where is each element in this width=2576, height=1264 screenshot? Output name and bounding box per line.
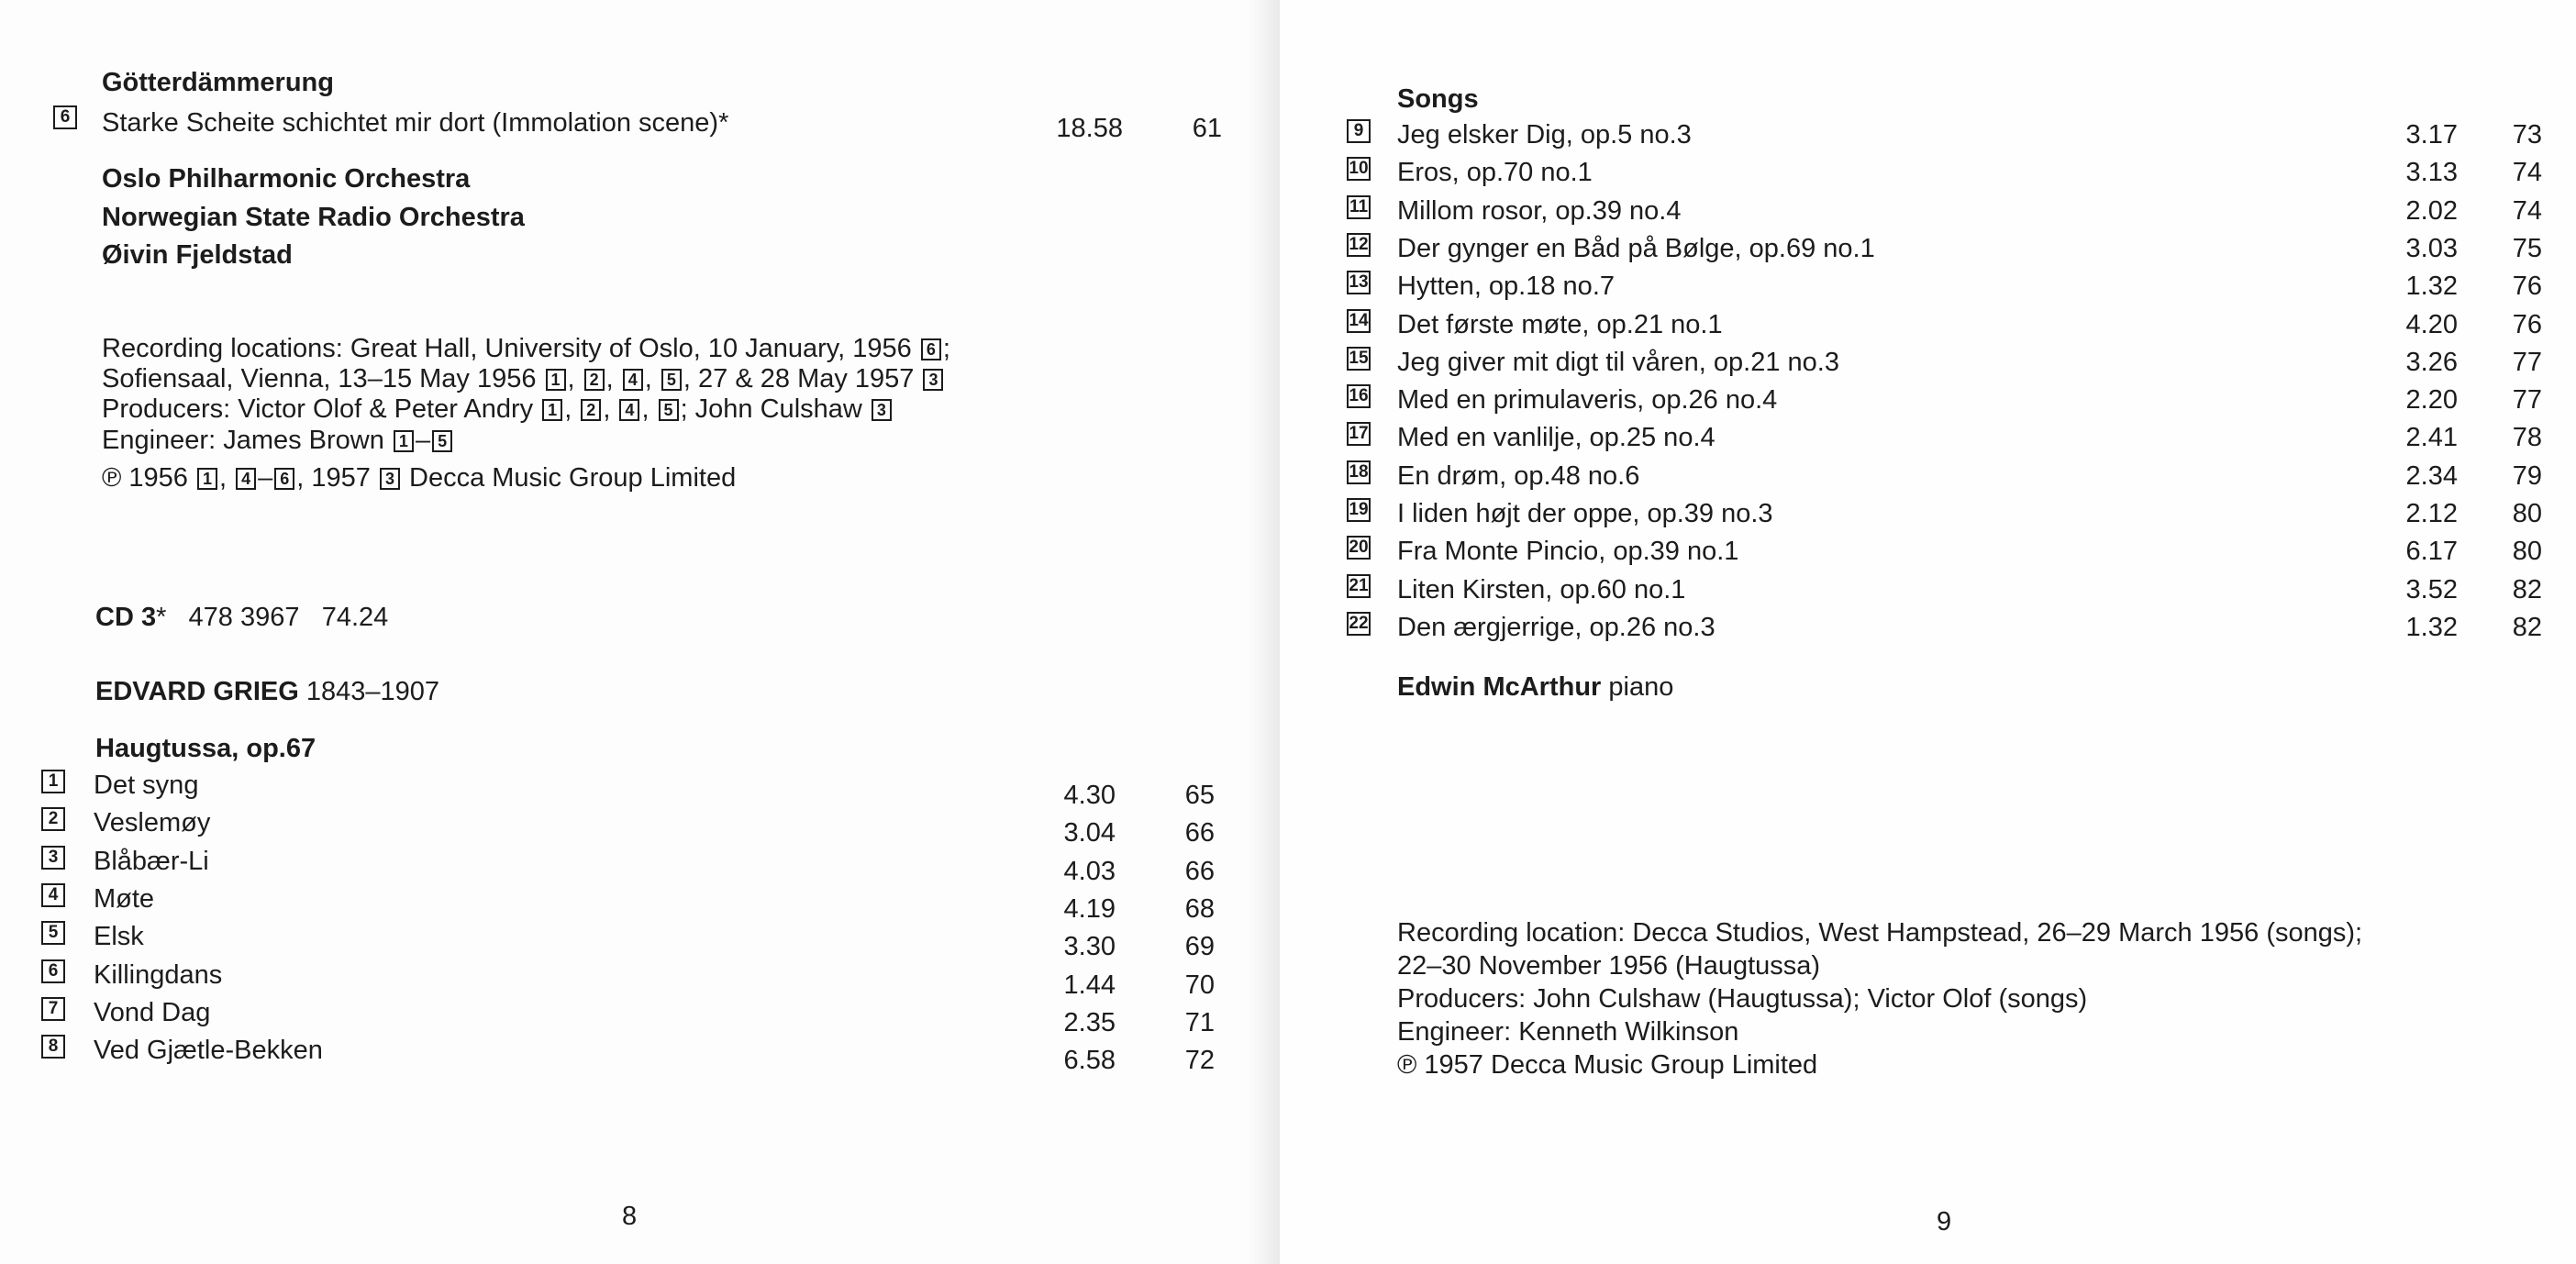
performer-orchestra-1: Oslo Philharmonic Orchestra <box>102 164 471 194</box>
track-number-box <box>1347 233 1371 257</box>
recording-credit-line: Recording location: Decca Studios, West Hampstead, 26–29 March 1956 (songs); <box>1397 918 2363 948</box>
credits-line-1: Recording locations: Great Hall, University of Oslo, 10 January, 1956 6 ; <box>102 334 950 363</box>
track-number-box <box>1347 460 1371 484</box>
track-number-box <box>1347 498 1371 522</box>
track-title: Der gynger en Båd på Bølge, op.69 no.1 <box>1397 233 1875 263</box>
copyright-line: ℗ 1957 Decca Music Group Limited <box>1397 1050 1818 1080</box>
track-title: Det syng <box>94 771 199 800</box>
track-number: 6 <box>41 959 65 983</box>
track-number-box <box>1347 309 1371 333</box>
track-duration: 3.04 <box>1063 818 1116 848</box>
track-number: 18 <box>1347 460 1371 484</box>
track-number-box <box>1347 347 1371 371</box>
track-page: 69 <box>1184 932 1215 962</box>
cd-header: CD 3* 478 3967 74.24 <box>95 603 389 632</box>
track-number-box <box>1347 536 1371 560</box>
track-page: 75 <box>2512 233 2542 263</box>
track-number: 20 <box>1347 536 1371 560</box>
track-title: Blåbær-Li <box>94 846 209 876</box>
work-title-haugtussa: Haugtussa, op.67 <box>95 734 316 763</box>
track-number-box: 6 <box>53 105 77 129</box>
left-page <box>0 0 1280 1264</box>
track-duration: 4.30 <box>1063 781 1116 810</box>
track-number-box <box>1347 612 1371 636</box>
track-number-box <box>41 807 65 831</box>
track-title: Det første møte, op.21 no.1 <box>1397 309 1723 339</box>
track-duration: 4.19 <box>1063 893 1116 924</box>
track-duration: 2.12 <box>2405 499 2458 528</box>
track-title: Veslemøy <box>94 808 211 838</box>
track-number-box <box>1347 422 1371 446</box>
credits-line-4: Engineer: James Brown 1 – 5 <box>102 427 454 454</box>
track-number: 19 <box>1347 498 1371 522</box>
track-number: 21 <box>1347 574 1371 598</box>
track-number-box <box>1347 195 1371 219</box>
track-page: 76 <box>2512 272 2542 302</box>
track-title: Jeg giver mit digt til våren, op.21 no.3 <box>1397 347 1839 377</box>
track-page: 76 <box>2512 309 2542 339</box>
track-duration: 3.26 <box>2405 347 2458 377</box>
track-page: 80 <box>2512 537 2542 567</box>
track-number-box <box>41 997 65 1021</box>
track-page: 71 <box>1184 1007 1215 1037</box>
track-number-box <box>1347 574 1371 598</box>
track-duration: 3.03 <box>2405 233 2458 263</box>
track-title: Fra Monte Pincio, op.39 no.1 <box>1397 537 1739 567</box>
track-number: 2 <box>41 807 65 831</box>
track-number-box <box>41 959 65 983</box>
track-page: 66 <box>1184 818 1215 848</box>
track-number: 10 <box>1347 157 1371 181</box>
track-duration: 2.41 <box>2405 423 2458 453</box>
track-number-box <box>1347 384 1371 408</box>
track-number-box <box>41 921 65 945</box>
track-number: 9 <box>1347 119 1371 143</box>
track-duration: 3.30 <box>1063 932 1116 962</box>
performer-orchestra-2: Norwegian State Radio Orchestra <box>102 203 525 232</box>
track-number: 16 <box>1347 384 1371 408</box>
track-title: Med en vanlilje, op.25 no.4 <box>1397 423 1715 453</box>
track-number: 5 <box>41 921 65 945</box>
work-title-gotterdammerung: Götterdämmerung <box>102 68 334 97</box>
track-title: Ved Gjætle-Bekken <box>94 1036 323 1066</box>
pianist-credit: Edwin McArthur piano <box>1397 672 1674 702</box>
track-title: En drøm, op.48 no.6 <box>1397 460 1640 491</box>
track-duration: 3.13 <box>2405 158 2458 188</box>
track-number-box <box>41 883 65 907</box>
performer-conductor: Øivin Fjeldstad <box>102 240 293 270</box>
track-number: 17 <box>1347 422 1371 446</box>
track-title: I liden højt der oppe, op.39 no.3 <box>1397 499 1773 528</box>
track-number: 22 <box>1347 612 1371 636</box>
track-number-box <box>41 1035 65 1059</box>
track-title: Elsk <box>94 922 144 952</box>
track-number: 4 <box>41 883 65 907</box>
track-title: Killingdans <box>94 959 223 990</box>
track-page: 70 <box>1184 970 1215 1000</box>
track-page: 82 <box>2512 574 2542 604</box>
track-page: 72 <box>1184 1046 1215 1076</box>
track-duration: 1.32 <box>2405 612 2458 642</box>
track-title: Den ærgjerrige, op.26 no.3 <box>1397 612 1715 642</box>
producer-credit-line: Producers: John Culshaw (Haugtussa); Victor Olof (songs) <box>1397 984 2088 1014</box>
songs-heading: Songs <box>1397 84 1479 114</box>
track-duration: 6.58 <box>1063 1046 1116 1076</box>
track-duration: 18.58 <box>1056 114 1123 143</box>
track-duration: 3.52 <box>2405 574 2458 604</box>
track-duration: 2.35 <box>1063 1007 1116 1037</box>
track-number: 15 <box>1347 347 1371 371</box>
track-duration: 4.20 <box>2405 309 2458 339</box>
track-title: Liten Kirsten, op.60 no.1 <box>1397 574 1686 604</box>
track-page: 74 <box>2512 158 2542 188</box>
track-page: 66 <box>1184 856 1215 886</box>
page-number: 9 <box>1937 1207 1952 1236</box>
track-title: Vond Dag <box>94 997 211 1027</box>
track-number: 14 <box>1347 309 1371 333</box>
track-number: 7 <box>41 997 65 1021</box>
track-duration: 3.17 <box>2405 120 2458 150</box>
track-number: 1 <box>41 770 65 793</box>
track-number: 11 <box>1347 195 1371 219</box>
track-duration: 2.34 <box>2405 460 2458 491</box>
track-title: Starke Scheite schichtet mir dort (Immolation scene)* <box>102 108 729 138</box>
track-number: 12 <box>1347 233 1371 257</box>
track-number-box <box>1347 119 1371 143</box>
track-title: Jeg elsker Dig, op.5 no.3 <box>1397 120 1692 150</box>
engineer-credit-line: Engineer: Kenneth Wilkinson <box>1397 1017 1739 1047</box>
track-duration: 6.17 <box>2405 537 2458 567</box>
credits-line-2: Sofiensaal, Vienna, 13–15 May 1956 1 , 2 , 4 , 5 , 27 & 28 May 1957 3 <box>102 366 945 393</box>
track-title: Møte <box>94 883 155 914</box>
track-page: 68 <box>1184 893 1215 924</box>
track-page: 79 <box>2512 460 2542 491</box>
track-duration: 2.20 <box>2405 385 2458 416</box>
track-page: 77 <box>2512 347 2542 377</box>
track-title: Eros, op.70 no.1 <box>1397 158 1593 188</box>
track-title: Hytten, op.18 no.7 <box>1397 272 1615 302</box>
track-title: Millom rosor, op.39 no.4 <box>1397 195 1682 226</box>
track-page: 77 <box>2512 385 2542 416</box>
track-page: 80 <box>2512 499 2542 528</box>
track-number-box <box>1347 271 1371 294</box>
track-page: 61 <box>1192 114 1222 143</box>
track-number: 8 <box>41 1035 65 1059</box>
track-page: 65 <box>1184 781 1215 810</box>
track-page: 73 <box>2512 120 2542 150</box>
track-duration: 2.02 <box>2405 195 2458 226</box>
credits-line-5: ℗ 1956 1 , 4 – 6 , 1957 3 Decca Music Group Limited <box>102 463 737 493</box>
track-duration: 4.03 <box>1063 856 1116 886</box>
track-duration: 1.44 <box>1063 970 1116 1000</box>
track-number-box <box>1347 157 1371 181</box>
credits-line-3: Producers: Victor Olof & Peter Andry 1 , 2 , 4 , 5 ; John Culshaw 3 <box>102 396 894 423</box>
track-page: 74 <box>2512 195 2542 226</box>
right-page <box>1280 0 2576 1264</box>
track-number: 3 <box>41 846 65 870</box>
track-duration: 1.32 <box>2405 272 2458 302</box>
track-number-box <box>41 770 65 793</box>
composer-heading: EDVARD GRIEG 1843–1907 <box>95 677 440 706</box>
track-title: Med en primulaveris, op.26 no.4 <box>1397 385 1778 416</box>
page-number: 8 <box>622 1202 638 1231</box>
track-number: 13 <box>1347 271 1371 294</box>
track-page: 82 <box>2512 612 2542 642</box>
track-page: 78 <box>2512 423 2542 453</box>
track-number-box <box>41 846 65 870</box>
recording-credit-line: 22–30 November 1956 (Haugtussa) <box>1397 951 1821 981</box>
